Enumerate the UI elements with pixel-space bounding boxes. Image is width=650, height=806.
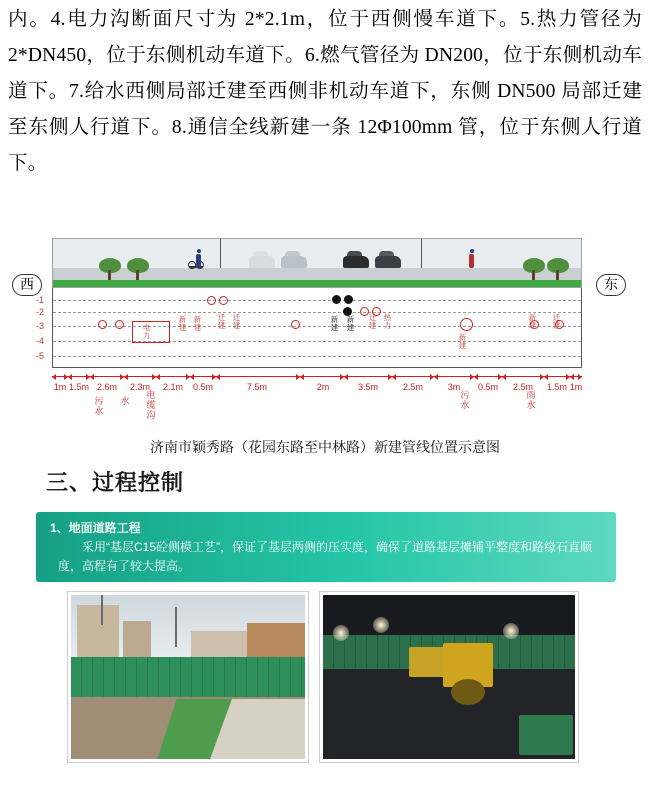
- dimension-chain: [52, 372, 583, 392]
- dimension-label: 2.5m: [512, 382, 533, 392]
- green-ground-strip: [53, 280, 581, 287]
- pipe-circle-dark: [332, 295, 341, 304]
- dimension-label: 3m: [447, 382, 461, 392]
- pipe-label: 新建: [330, 315, 339, 332]
- bottom-note: 污水: [460, 390, 470, 410]
- daytime-roadbed-construction-photo: [68, 592, 308, 762]
- pipe-label: 迁建: [552, 313, 561, 330]
- pipe-circle: [291, 320, 300, 329]
- pipe-circle-dark: [344, 295, 353, 304]
- bottom-note: 水: [120, 396, 130, 406]
- bottom-note: 污水: [94, 396, 104, 416]
- dimension-label: 3.5m: [357, 382, 378, 392]
- pipe-label: 新建: [178, 315, 187, 332]
- east-direction-tag: 东: [596, 274, 626, 296]
- west-direction-tag: 西: [12, 274, 42, 296]
- bottom-note: 雨水: [526, 390, 536, 410]
- pipe-circle: [115, 320, 124, 329]
- dimension-label: 7.5m: [246, 382, 267, 392]
- dimension-label: 1m: [53, 382, 67, 392]
- section-heading: 三、过程控制: [46, 470, 185, 495]
- info-panel-title: 1、地面道路工程: [50, 521, 141, 535]
- tree-icon: [127, 258, 149, 280]
- depth-gridline: [53, 312, 581, 313]
- pipe-label: 电力: [142, 323, 151, 340]
- electric-trench-box: [132, 321, 170, 343]
- streetscape-illustration: [52, 238, 582, 288]
- dimension-label: 1m: [569, 382, 583, 392]
- dimension-label: 2.3m: [129, 382, 150, 392]
- pipe-label: 新建: [193, 315, 202, 332]
- street-lamp-icon: [220, 238, 221, 268]
- night-paving-construction-photo: [320, 592, 578, 762]
- pipe-circle: [207, 296, 216, 305]
- depth-label: -3: [36, 321, 45, 331]
- dimension-label: 2m: [316, 382, 330, 392]
- pipe-label: 新建: [528, 313, 537, 330]
- car-icon: [281, 256, 307, 268]
- tree-icon: [99, 258, 121, 280]
- info-panel-body: 采用“基层C15砼侧模工艺”，保证了基层两侧的压实度，确保了道路基层摊铺平整度和路缘石直顺度，高程有了较大提高。: [58, 540, 593, 573]
- bottom-note: 电缆沟: [146, 390, 156, 420]
- pipeline-cross-section-diagram: [12, 238, 626, 428]
- pipe-label: 迁建: [217, 313, 226, 330]
- depth-label: -4: [36, 336, 45, 346]
- dimension-label: 2.6m: [96, 382, 117, 392]
- dimension-label: 1.5m: [68, 382, 89, 392]
- pipe-circle: [460, 318, 473, 331]
- body-paragraph: 内。4.电力沟断面尺寸为 2*2.1m，位于西侧慢车道下。5.热力管径为 2*DN450，位于东侧机动车道下。6.燃气管径为 DN200，位于东侧机动车道下。7.给水西侧局部迁建至西侧非机动车道下，东侧 DN500 局部迁建至东侧人行道下。8.通信全线新建一条 12Φ100mm 管，位于东侧人行道下。: [8, 9, 642, 174]
- pipe-label: 热力: [383, 313, 392, 330]
- dimension-label: 0.5m: [192, 382, 213, 392]
- info-panel: [36, 512, 616, 582]
- depth-label: -1: [36, 295, 45, 305]
- pipe-label: 新建: [346, 315, 355, 332]
- car-icon: [343, 256, 369, 268]
- depth-label: -2: [36, 307, 45, 317]
- pipe-label: 新建: [458, 333, 467, 350]
- tree-icon: [547, 258, 569, 280]
- depth-label: -5: [36, 351, 45, 361]
- depth-gridline: [53, 356, 581, 357]
- dimension-label: 0.5m: [477, 382, 498, 392]
- tree-icon: [523, 258, 545, 280]
- pipe-label: 迁建: [232, 313, 241, 330]
- car-icon: [375, 256, 401, 268]
- pipe-circle: [219, 296, 228, 305]
- depth-gridline: [53, 300, 581, 301]
- dimension-label: 2.5m: [402, 382, 423, 392]
- dimension-label: 2.1m: [162, 382, 183, 392]
- person-icon: [469, 254, 474, 268]
- car-icon: [249, 256, 275, 268]
- figure-caption: 济南市颖秀路（花园东路至中林路）新建管线位置示意图: [150, 441, 500, 456]
- pipe-label: 迁建: [368, 313, 377, 330]
- dimension-label: 1.5m: [546, 382, 567, 392]
- person-icon: [196, 254, 201, 268]
- street-lamp-icon: [421, 238, 422, 268]
- pipe-circle: [98, 320, 107, 329]
